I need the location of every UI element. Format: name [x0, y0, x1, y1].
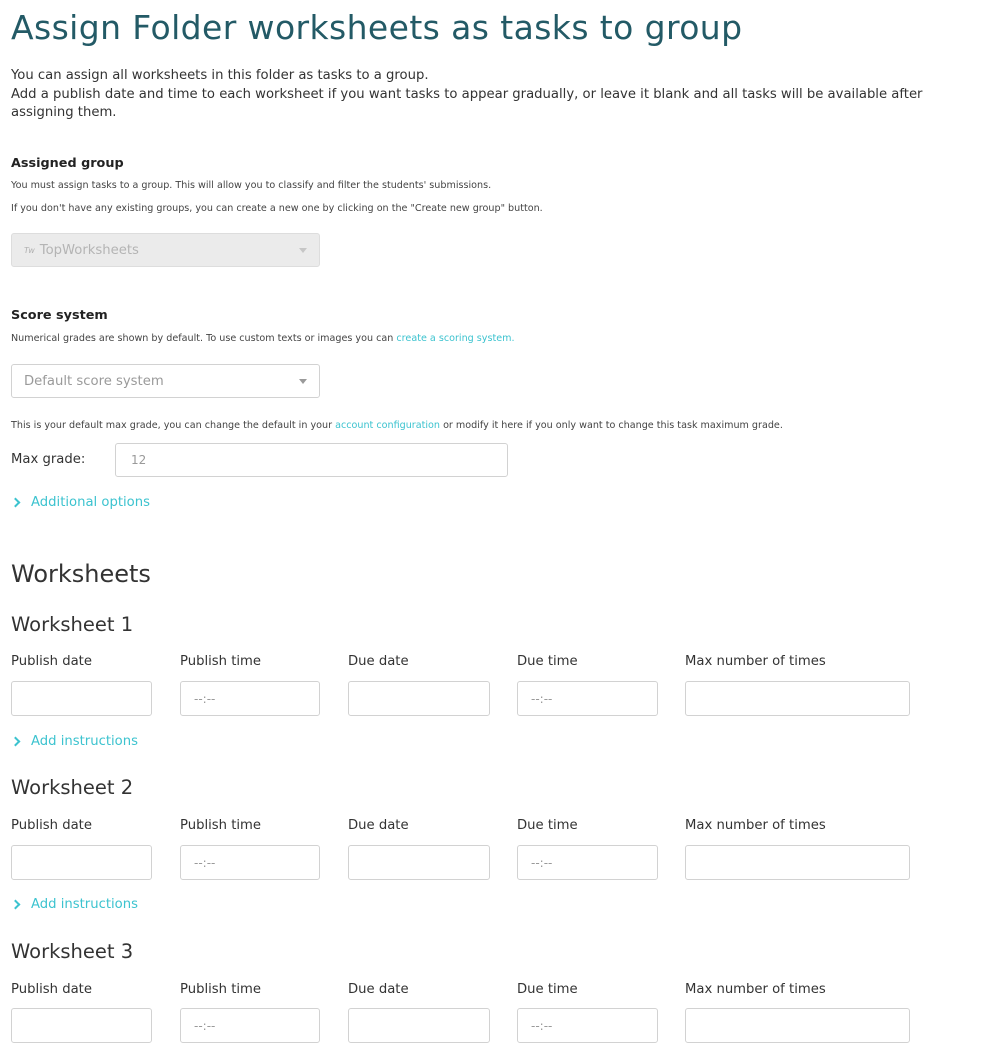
create-scoring-system-link[interactable]: create a scoring system.: [396, 333, 515, 344]
assigned-group-help-2: If you don't have any existing groups, you can create a new one by clicking on the "Create new group" button.: [11, 203, 543, 214]
max-times-input[interactable]: [685, 1008, 910, 1043]
score-system-select-value: Default score system: [24, 373, 164, 389]
intro-line-2: Add a publish date and time to each worksheet if you want tasks to appear gradually, or leave it blank and all tasks will be available after assigning them.: [11, 86, 923, 120]
add-instructions-toggle[interactable]: [11, 734, 138, 749]
add-instructions-label: Add instructions: [31, 897, 138, 912]
worksheet-title: Worksheet 2: [11, 776, 134, 799]
score-system-title: Score system: [11, 308, 108, 323]
assigned-group-help-1: You must assign tasks to a group. This will allow you to classify and filter the students' submissions.: [11, 180, 492, 191]
publish-time-label: Publish time: [180, 982, 261, 997]
due-date-label: Due date: [348, 982, 409, 997]
due-date-input[interactable]: [348, 681, 490, 716]
publish-time-input[interactable]: --:--: [180, 845, 320, 880]
max-grade-input[interactable]: 12: [115, 443, 508, 477]
due-time-input[interactable]: --:--: [517, 845, 658, 880]
max-times-input[interactable]: [685, 681, 910, 716]
max-times-input[interactable]: [685, 845, 910, 880]
publish-date-input[interactable]: [11, 845, 152, 880]
max-times-label: Max number of times: [685, 982, 826, 997]
publish-time-label: Publish time: [180, 654, 261, 669]
max-times-label: Max number of times: [685, 818, 826, 833]
due-time-input[interactable]: --:--: [517, 1008, 658, 1043]
publish-time-input[interactable]: --:--: [180, 681, 320, 716]
due-date-label: Due date: [348, 818, 409, 833]
page-title: Assign Folder worksheets as tasks to group: [11, 8, 743, 47]
publish-date-input[interactable]: [11, 681, 152, 716]
score-system-help: [11, 333, 515, 344]
additional-options-toggle[interactable]: [11, 495, 150, 510]
max-times-label: Max number of times: [685, 654, 826, 669]
due-time-label: Due time: [517, 654, 578, 669]
due-date-label: Due date: [348, 654, 409, 669]
topworksheets-logo-icon: Tw: [24, 245, 35, 255]
assigned-group-title: Assigned group: [11, 156, 124, 171]
additional-options-label: Additional options: [31, 495, 150, 510]
add-instructions-toggle[interactable]: [11, 897, 138, 912]
chevron-right-icon: [11, 900, 21, 910]
worksheet-title: Worksheet 3: [11, 940, 134, 963]
account-configuration-link[interactable]: account configuration: [335, 420, 441, 431]
intro-line-1: You can assign all worksheets in this folder as tasks to a group.: [11, 68, 429, 83]
chevron-right-icon: [11, 737, 21, 747]
publish-date-input[interactable]: [11, 1008, 152, 1043]
due-time-label: Due time: [517, 982, 578, 997]
max-grade-help: [11, 420, 783, 431]
due-time-label: Due time: [517, 818, 578, 833]
due-date-input[interactable]: [348, 1008, 490, 1043]
publish-date-label: Publish date: [11, 982, 92, 997]
add-instructions-label: Add instructions: [31, 734, 138, 749]
max-grade-help-suffix: or modify it here if you only want to change this task maximum grade.: [440, 420, 783, 431]
group-select-value: TopWorksheets: [39, 242, 139, 258]
publish-date-label: Publish date: [11, 654, 92, 669]
intro-text: [11, 67, 981, 123]
group-select: [11, 233, 320, 267]
worksheet-title: Worksheet 1: [11, 613, 134, 636]
due-date-input[interactable]: [348, 845, 490, 880]
publish-time-input[interactable]: --:--: [180, 1008, 320, 1043]
score-system-help-text: Numerical grades are shown by default. To use custom texts or images you can: [11, 333, 397, 344]
score-system-select[interactable]: [11, 364, 320, 398]
chevron-down-icon: [299, 248, 307, 253]
max-grade-label: Max grade:: [11, 452, 86, 467]
chevron-right-icon: [11, 498, 21, 508]
publish-time-label: Publish time: [180, 818, 261, 833]
chevron-down-icon: [299, 379, 307, 384]
due-time-input[interactable]: --:--: [517, 681, 658, 716]
publish-date-label: Publish date: [11, 818, 92, 833]
worksheets-heading: Worksheets: [11, 560, 151, 588]
max-grade-help-text: This is your default max grade, you can change the default in your: [11, 420, 336, 431]
